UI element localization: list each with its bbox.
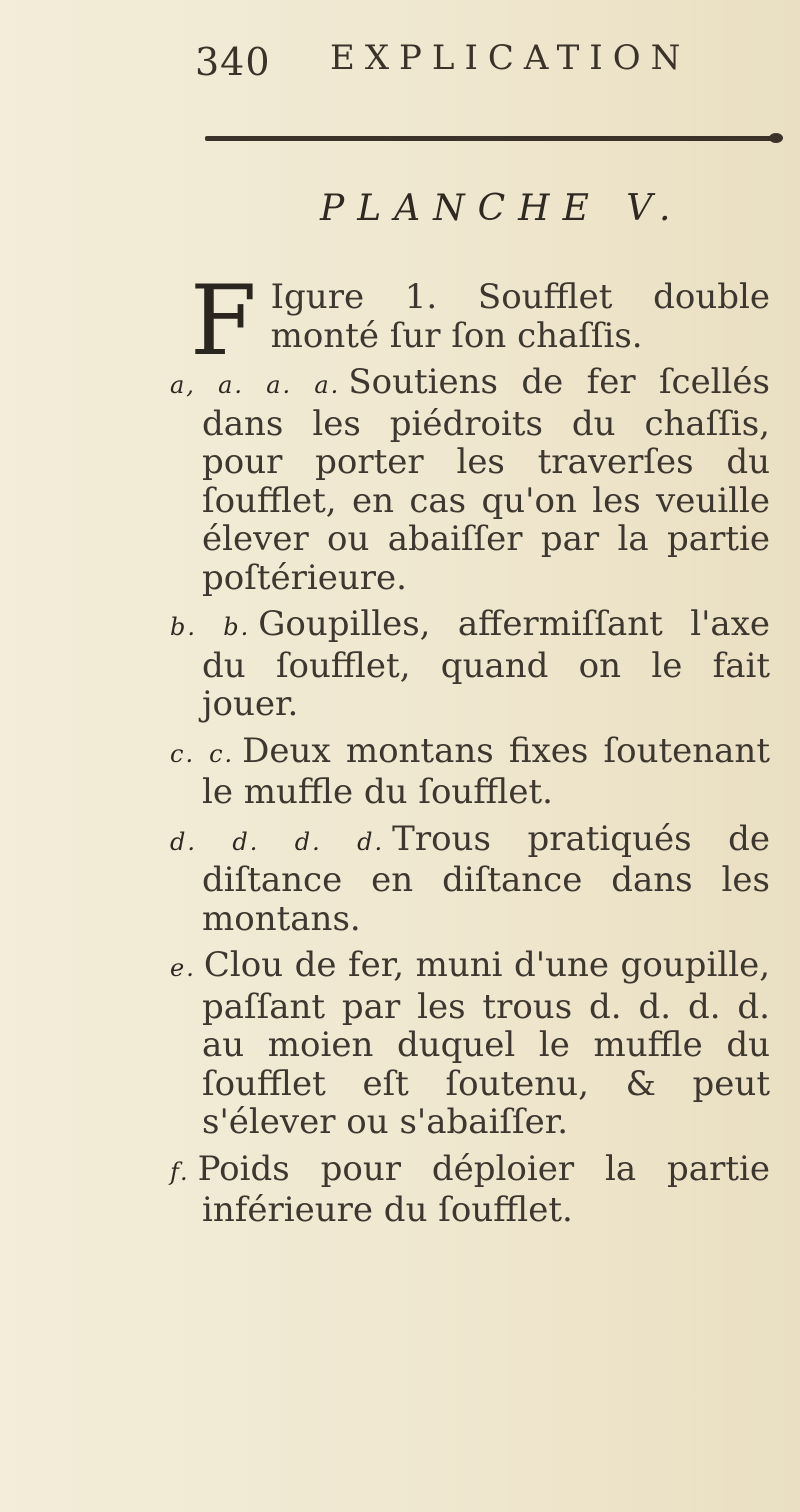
running-head: EXPLICATION xyxy=(330,38,691,78)
legend-reference-letters: e. xyxy=(170,954,196,982)
legend-entry-d xyxy=(170,820,770,939)
legend-entry-text: Deux montans fixes ſoutenant le muffle du ſoufflet. xyxy=(202,730,770,812)
legend-entry-e xyxy=(170,946,770,1142)
legend-entry-f xyxy=(170,1150,770,1230)
legend-entry-text: Goupilles, affermiſſant l'axe du ſoufflet, quand on le fait jouer. xyxy=(202,604,770,724)
legend-reference-letters: c. c. xyxy=(170,739,235,768)
legend-entry-text: Soutiens de fer ſcellés dans les piédroits du chaſſis, pour porter les traverſes du ſoufflet, en cas qu'on les veuille élever ou abaiſſer par la partie poſtérieure. xyxy=(202,362,771,598)
drop-cap: F xyxy=(190,265,257,377)
page-header xyxy=(195,38,695,88)
legend-entry-figure-1 xyxy=(170,265,770,377)
figure-legend xyxy=(170,265,771,1238)
legend-reference-letters: d. d. d. d. xyxy=(170,827,385,856)
legend-entry-text: Igure 1. Soufflet double monté ſur ſon chaſſis. xyxy=(270,277,770,356)
legend-entry-text: Trous pratiqués de diſtance en diſtance dans les montans. xyxy=(202,818,770,939)
legend-entry-a xyxy=(170,363,770,597)
legend-entry-text: Clou de fer, muni d'une goupille, paſſant par les trous d. d. d. d. au moien duquel le muffle du ſoufflet eſt ſoutenu, & peut s'élever ou s'abaiſſer. xyxy=(202,945,770,1142)
header-rule xyxy=(205,136,775,141)
legend-reference-letters: f. xyxy=(170,1157,190,1186)
legend-entry-text: Poids pour déploier la partie inférieure du ſoufflet. xyxy=(197,1148,770,1230)
page-number: 340 xyxy=(195,40,271,84)
legend-reference-letters: a, a. a. a. xyxy=(170,371,341,399)
legend-entry-b xyxy=(170,605,770,724)
plate-title: PLANCHE V. xyxy=(320,188,684,229)
legend-reference-letters: b. b. xyxy=(170,613,251,641)
legend-entry-c xyxy=(170,732,770,812)
